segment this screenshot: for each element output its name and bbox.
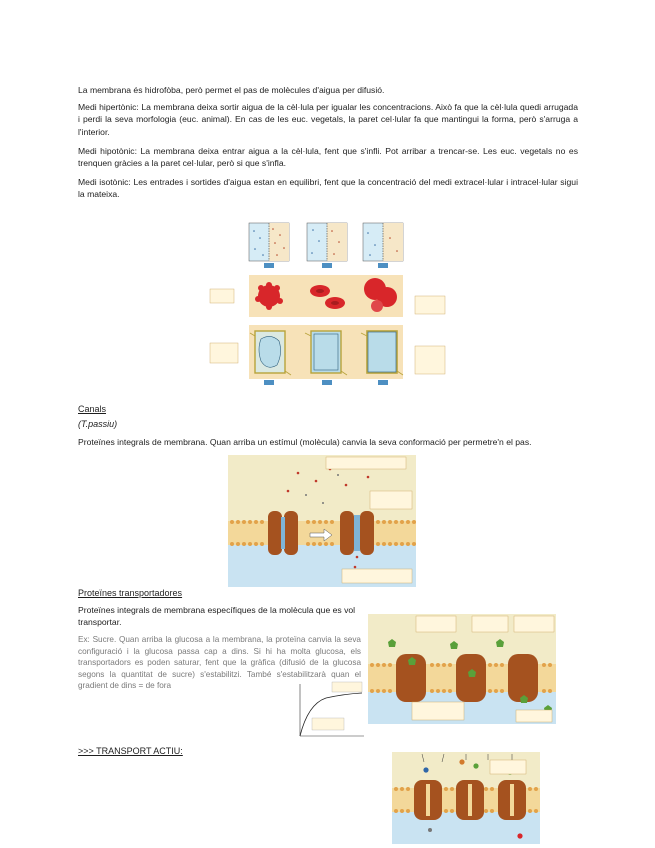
isotonic-paragraph: Medi isotònic: Les entrades i sortides d'aigua estan en equilibri, fent que la concentració del medi extracel·lular i intracel·lular sigui la mateixa. [78,177,578,200]
plasmolyzed-plant-cell [255,331,285,373]
open-channel [340,511,374,555]
hypertonic-beaker [249,223,289,261]
glucose-example-paragraph: Ex: Sucre. Quan arriba la glucosa a la membrana, la proteïna canvia la seva configuració i la glucosa passa cap a dins. Si hi ha molta glucosa, els transportadors es poden saturar, fent que la gràfica (difusió de la glucosa segons la quantitat de sucre) s'estabilitzi. També s'estabilitzarà quan el gradient de dins = de fora [78,635,361,691]
active-transport-figure [392,752,540,844]
hypotonic-beaker [363,223,403,261]
hypotonic-paragraph: Medi hipotònic: La membrana deixa entrar aigua a la cèl·lula, fent que s'infli. Pot arribar a trencar-se. Les euc. vegetals no es trenquen gràcies a la paret cel·lular, però si que s'infla. [78,146,578,169]
hypertonic-paragraph: Medi hipertònic: La membrana deixa sortir aigua de la cèl·lula per igualar les concentracions. Això fa que la cèl·lula quedi arrugada i perdi la seva morfologia (euc. animal). En cas de les euc. vegetals, la paret cel·lular fa que mantingui la forma, però s'arruga a l'interior. [78,102,578,137]
canals-heading: Canals [78,404,107,414]
intro-paragraph: La membrana és hidrofòba, però permet el pas de molècules d'aigua per difusió. [78,85,385,95]
turgid-plant-cell [367,331,397,373]
transporter-proteins [396,654,538,702]
ion-channel-figure [228,455,416,587]
closed-channel [268,511,298,555]
glucose-transporter-figure [368,614,556,724]
transporters-paragraph: Proteïnes integrals de membrana específiques de la molècula que es vol transportar. [78,605,356,628]
canals-subheading: (T.passiu) [78,419,118,429]
canals-paragraph: Proteïnes integrals de membrana. Quan arriba un estímul (molècula) canvia la seva conformació per permetre'n el pas. [78,437,532,447]
transporters-heading: Proteïnes transportadores [78,588,183,598]
flaccid-plant-cell [311,331,341,373]
osmosis-figure [205,193,450,387]
saturation-graph [286,680,366,748]
isotonic-beaker [307,223,347,261]
active-transport-heading: >>> TRANSPORT ACTIU: [78,746,183,756]
